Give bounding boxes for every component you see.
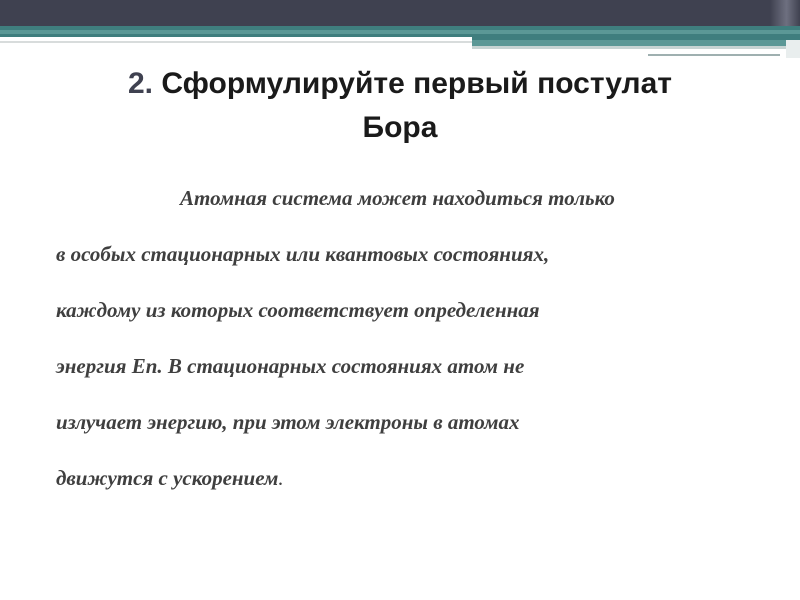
header-teal-stripe [0,30,800,34]
body-line-5: излучает энергию, при этом электроны в атомах [56,410,520,434]
header-shine [770,0,800,26]
body-line-3: каждому из которых соответствует определенная [56,298,540,322]
header-gray-stripe [0,41,472,43]
header-dark-band [0,0,800,26]
header-right-tick [648,49,780,56]
slide-body [56,170,766,506]
body-line-2: в особых стационарных или квантовых состояниях, [56,242,550,266]
title-line-2: Бора [362,111,438,144]
body-line-6: движутся с ускорением [56,466,279,490]
body-line-1: Атомная система может находиться только [180,186,615,210]
title-line-1: Сформулируйте первый постулат [161,67,672,100]
slide-title [40,62,760,150]
header-right-notch [786,40,800,58]
body-line-4: энергия Еn. В стационарных состояниях атом не [56,354,525,378]
title-number: 2. [128,67,154,100]
body-end-period: . [278,466,284,490]
body-line-6-wrap [56,450,766,506]
